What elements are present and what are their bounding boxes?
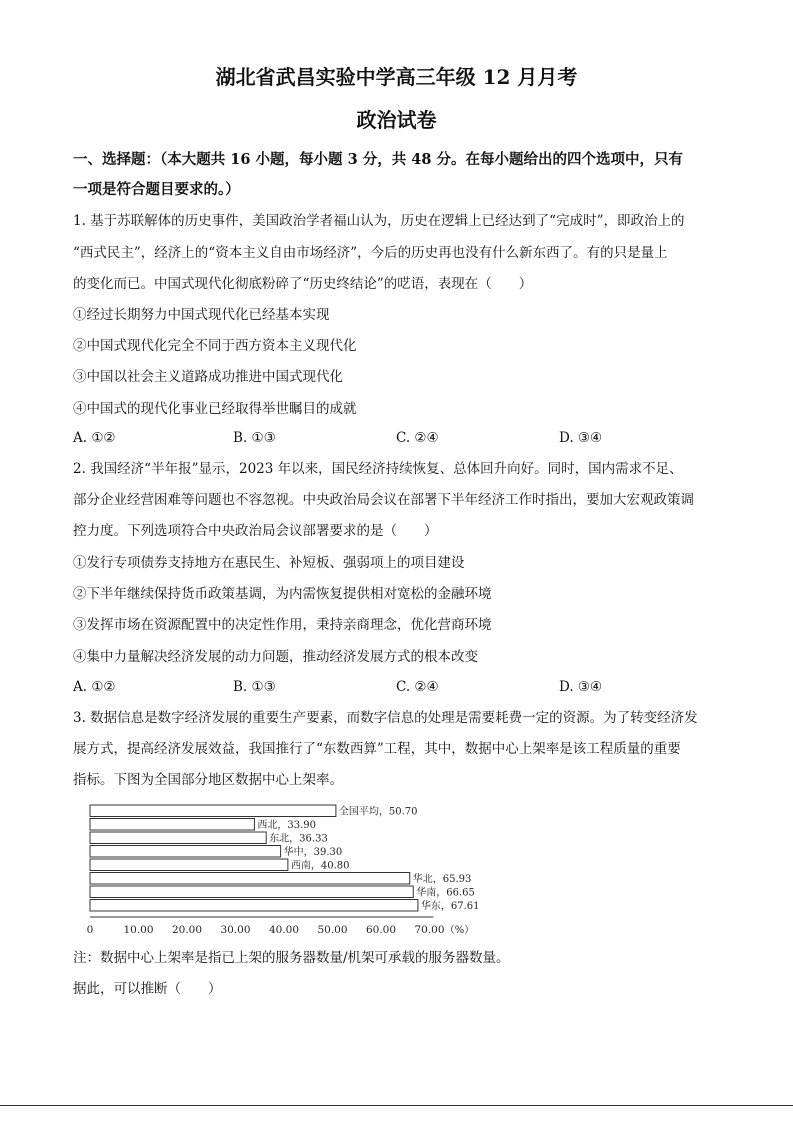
q2-statement-1: ①发行专项债券支持地方在惠民生、补短板、强弱项上的项目建设 bbox=[73, 555, 465, 571]
q2-stem-line-3: 控力度。下列选项符合中央政治局会议部署要求的是（ ） bbox=[73, 523, 438, 539]
bar-label-5: 华北，65.93 bbox=[412, 874, 472, 885]
section-heading-line-2: 一项是符合题目要求的。） bbox=[73, 181, 240, 198]
bar-label-1: 西北，33.90 bbox=[257, 820, 317, 831]
bar-1 bbox=[90, 819, 254, 831]
bar-label-4: 西南，40.80 bbox=[290, 860, 350, 872]
bar-label-0: 全国平均，50.70 bbox=[338, 806, 418, 818]
q2-option-b[interactable]: B. ①③ bbox=[233, 679, 276, 695]
page-bottom-rule bbox=[0, 1105, 793, 1106]
bar-7 bbox=[90, 900, 418, 912]
q1-option-c[interactable]: C. ②④ bbox=[396, 430, 439, 446]
bar-4 bbox=[90, 859, 288, 871]
q1-option-a[interactable]: A. ①② bbox=[73, 430, 116, 446]
bar-label-2: 东北，36.33 bbox=[269, 833, 328, 845]
q1-option-b[interactable]: B. ①③ bbox=[233, 430, 276, 446]
bar-label-6: 华南，66.65 bbox=[416, 887, 475, 899]
section-heading-line-1: 一、选择题：（本大题共 16 小题，每小题 3 分，共 48 分。在每小题给出的四个选项中，只有 bbox=[73, 151, 683, 168]
q1-stem-line-2: “西式民主”，经济上的“资本主义自由市场经济”，今后的历史再也没有什么新东西了。有的只是量上 bbox=[73, 245, 668, 261]
q2-stem-line-1: 2. 我国经济“半年报”显示，2023 年以来，国民经济持续恢复、总体回升向好。同时，国内需求不足、 bbox=[73, 461, 683, 477]
x-tick-label-4: 40.00 bbox=[268, 924, 300, 936]
q1-stem-line-1: 1. 基于苏联解体的历史事件，美国政治学者福山认为，历史在逻辑上已经达到了“完成时”，即政治上的 bbox=[73, 213, 685, 229]
q2-option-a[interactable]: A. ①② bbox=[73, 679, 116, 695]
x-tick-label-2: 20.00 bbox=[171, 924, 203, 936]
x-tick-label-5: 50.00 bbox=[317, 924, 348, 936]
x-tick-label-3: 30.00 bbox=[220, 924, 251, 936]
bar-label-3: 华中，39.30 bbox=[283, 847, 343, 858]
q1-statement-1: ①经过长期努力中国式现代化已经基本实现 bbox=[73, 307, 330, 323]
q2-statement-3: ③发挥市场在资源配置中的决定性作用，秉持亲商理念，优化营商环境 bbox=[73, 617, 492, 633]
q1-option-d[interactable]: D. ③④ bbox=[559, 430, 603, 446]
bar-0 bbox=[90, 805, 336, 817]
bar-6 bbox=[90, 886, 413, 898]
q2-option-c[interactable]: C. ②④ bbox=[396, 679, 439, 695]
q1-statement-4: ④中国式的现代化事业已经取得举世瞩目的成就 bbox=[73, 401, 357, 417]
q2-stem-line-2: 部分企业经营困难等问题也不容忽视。中央政治局会议在部署下半年经济工作时指出，要加大宏观政策调 bbox=[73, 492, 694, 508]
q1-stem-line-3: 的变化而已。中国式现代化彻底粉碎了“历史终结论”的呓语，表现在（ ） bbox=[73, 276, 533, 292]
q2-statement-2: ②下半年继续保持货币政策基调，为内需恢复提供相对宽松的金融环境 bbox=[73, 586, 492, 602]
q2-option-d[interactable]: D. ③④ bbox=[559, 679, 603, 695]
q3-stem-line-1: 3. 数据信息是数字经济发展的重要生产要素，而数字信息的处理是需要耗费一定的资源。为了转变经济发 bbox=[73, 710, 698, 726]
q1-statement-3: ③中国以社会主义道路成功推进中国式现代化 bbox=[73, 369, 343, 385]
bar-3 bbox=[90, 846, 281, 858]
bar-2 bbox=[90, 832, 266, 844]
x-tick-label-0: 0 bbox=[86, 924, 94, 936]
page-title: 湖北省武昌实验中学高三年级 12 月月考 bbox=[215, 65, 578, 89]
bar-label-7: 华东，67.61 bbox=[420, 901, 480, 912]
data-center-rack-rate-chart bbox=[72, 800, 480, 938]
q2-statement-4: ④集中力量解决经济发展的动力问题，推动经济发展方式的根本改变 bbox=[73, 649, 478, 665]
x-tick-label-7: 70.00 bbox=[414, 924, 445, 936]
q3-chart-note: 注：数据中心上架率是指已上架的服务器数量/机架可承载的服务器数量。 bbox=[73, 950, 510, 966]
x-tick-label-1: 10.00 bbox=[123, 924, 154, 936]
bar-5 bbox=[90, 873, 410, 885]
x-axis-unit-label: （%） bbox=[444, 925, 475, 936]
q3-stem-line-3: 指标。下图为全国部分地区数据中心上架率。 bbox=[73, 772, 343, 788]
page-subtitle: 政治试卷 bbox=[356, 108, 437, 132]
q3-question-prompt: 据此，可以推断（ ） bbox=[73, 981, 222, 997]
x-tick-label-6: 60.00 bbox=[365, 924, 397, 936]
q3-stem-line-2: 展方式，提高经济发展效益，我国推行了“东数西算”工程，其中，数据中心上架率是该工程质量的重要 bbox=[73, 741, 681, 757]
q1-statement-2: ②中国式现代化完全不同于西方资本主义现代化 bbox=[73, 338, 357, 354]
